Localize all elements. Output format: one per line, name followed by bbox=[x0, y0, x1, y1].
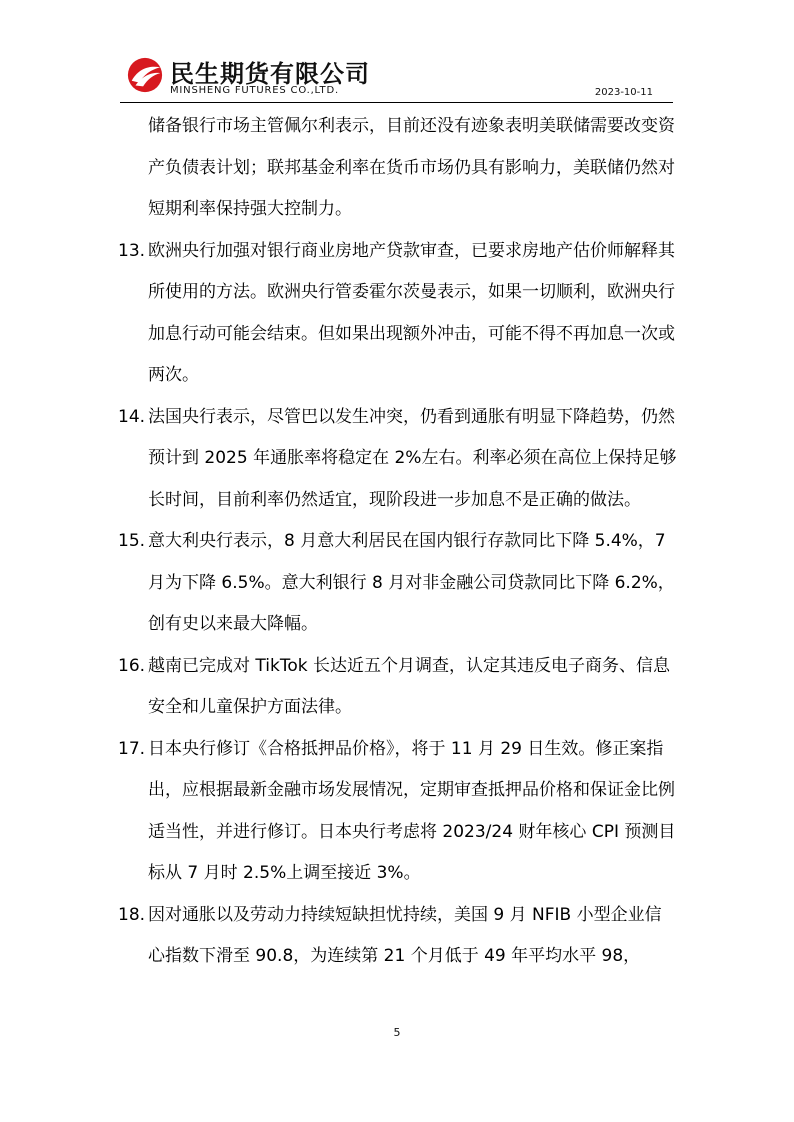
paragraph-number: 16. bbox=[118, 655, 146, 676]
paragraph-13 bbox=[118, 231, 678, 397]
paragraph-text: 法国央行表示，尽管巴以发生冲突，仍看到通胀有明显下降趋势，仍然预计到 2025 年通胀率将稳定在 2%左右。利率必须在高位上保持足够长时间，目前利率仍然适宜，现阶段进一步加息不是正确的做法。 bbox=[148, 406, 677, 510]
paragraph-18 bbox=[118, 895, 678, 978]
paragraph-number: 15. bbox=[118, 531, 146, 551]
company-logo-icon bbox=[126, 56, 164, 94]
paragraph-number: 18. bbox=[118, 904, 146, 925]
paragraph-number: 14. bbox=[118, 406, 146, 427]
paragraph-number: 13. bbox=[118, 240, 146, 261]
paragraph-text: 储备银行市场主管佩尔利表示，目前还没有迹象表明美联储需要改变资产负债表计划；联邦基金利率在货币市场仍具有影响力，美联储仍然对短期利率保持强大控制力。 bbox=[148, 116, 675, 219]
paragraph-continued bbox=[118, 106, 678, 231]
page-header bbox=[120, 52, 673, 103]
paragraph-number: 17. bbox=[118, 738, 146, 759]
company-name-en: MINSHENG FUTURES CO.,LTD. bbox=[170, 85, 339, 96]
company-name-cn: 民生期货有限公司 bbox=[170, 60, 370, 88]
paragraph-text: 因对通胀以及劳动力持续短缺担忧持续，美国 9 月 NFIB 小型企业信心指数下滑至 90.8，为连续第 21 个月低于 49 年平均水平 98， bbox=[148, 904, 662, 966]
paragraph-14 bbox=[118, 397, 678, 522]
paragraph-text: 日本央行修订《合格抵押品价格》，将于 11 月 29 日生效。修正案指出，应根据最新金融市场发展情况，定期审查抵押品价格和保证金比例适当性，并进行修订。日本央行考虑将 2023/24 财年核心 CPI 预测目标从 7 月时 2.5%上调至接近 3%。 bbox=[148, 738, 676, 883]
paragraph-text: 欧洲央行加强对银行商业房地产贷款审查，已要求房地产估价师解释其所使用的方法。欧洲央行管委霍尔茨曼表示，如果一切顺利，欧洲央行加息行动可能会结束。但如果出现额外冲击，可能不得不再加息一次或两次。 bbox=[148, 240, 675, 385]
paragraph-15 bbox=[118, 521, 678, 646]
report-date: 2023-10-11 bbox=[594, 87, 653, 98]
paragraph-17 bbox=[118, 729, 678, 895]
page-number: 5 bbox=[393, 1026, 401, 1039]
paragraph-16 bbox=[118, 646, 678, 729]
paragraph-text: 意大利央行表示，8 月意大利居民在国内银行存款同比下降 5.4%，7 月为下降 6.5%。意大利银行 8 月对非金融公司贷款同比下降 6.2%，创有史以来最大降幅。 bbox=[148, 531, 675, 634]
paragraph-text: 越南已完成对 TikTok 长达近五个月调查，认定其违反电子商务、信息安全和儿童保护方面法律。 bbox=[148, 655, 670, 717]
article-body bbox=[118, 106, 678, 978]
